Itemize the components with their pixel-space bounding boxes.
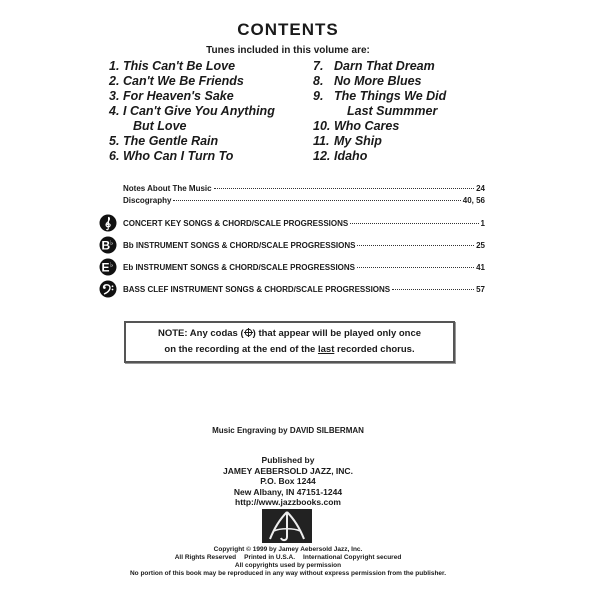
tune-item: 5. The Gentle Rain <box>109 134 219 148</box>
tune-item: 9. The Things We Did <box>313 89 447 103</box>
toc-notes: Notes About The Music 24 <box>123 184 485 193</box>
tune-item: 3. For Heaven's Sake <box>109 89 234 103</box>
tune-item: 4. I Can't Give You Anything <box>109 104 275 118</box>
publisher-line: Published by <box>261 455 315 465</box>
tune-item-continuation: Last Summmer <box>347 104 438 118</box>
publisher-block <box>0 455 576 508</box>
publisher-name: JAMEY AEBERSOLD JAZZ, INC. <box>223 465 353 476</box>
treble-clef-icon <box>99 214 117 232</box>
copyright-permission: All copyrights used by permission <box>234 562 342 569</box>
publisher-url[interactable]: http://www.jazzbooks.com <box>235 497 341 507</box>
publisher-city: New Albany, IN 47151-1244 <box>233 486 343 497</box>
bass-clef-icon <box>99 280 117 298</box>
note-box <box>124 321 455 363</box>
svg-text:E: E <box>101 260 110 275</box>
page-subtitle: Tunes included in this volume are: <box>206 45 370 56</box>
toc-discography: Discography 40, 56 <box>123 196 485 205</box>
tune-item-continuation: But Love <box>133 119 187 133</box>
tune-item: 7. Darn That Dream <box>313 59 435 73</box>
note-line-2: on the recording at the end of the last recorded chorus. <box>164 344 415 355</box>
svg-text:B: B <box>101 238 111 253</box>
toc-b-flat: Bb INSTRUMENT SONGS & CHORD/SCALE PROGRESSIONS 25 <box>123 241 485 250</box>
tune-item: 8. No More Blues <box>313 74 422 88</box>
tune-item: 10. Who Cares <box>313 119 400 133</box>
tune-item: 1. This Can't Be Love <box>109 59 236 73</box>
copyright-notice: No portion of this book may be reproduced in any way without express permission from the publisher. <box>129 570 447 577</box>
page-title: CONTENTS <box>237 20 339 39</box>
toc-e-flat: Eb INSTRUMENT SONGS & CHORD/SCALE PROGRESSIONS 41 <box>123 263 485 272</box>
tune-item: 6. Who Can I Turn To <box>109 149 234 163</box>
e-flat-icon <box>99 258 117 276</box>
tune-list-left <box>109 59 309 164</box>
svg-text:♭: ♭ <box>110 261 114 269</box>
b-flat-icon <box>99 236 117 254</box>
publisher-logo-icon <box>262 509 312 543</box>
publisher-address: P.O. Box 1244 <box>260 476 316 486</box>
tune-item: 11. My Ship <box>313 134 382 148</box>
copyright-block <box>0 546 576 578</box>
coda-icon <box>244 328 253 337</box>
tune-list-right <box>313 59 513 164</box>
svg-text:♭: ♭ <box>110 239 114 247</box>
toc-concert-key: CONCERT KEY SONGS & CHORD/SCALE PROGRESSIONS 1 <box>123 219 485 228</box>
copyright-line: Copyright © 1999 by Jamey Aebersold Jazz, Inc. <box>213 546 363 553</box>
tune-item: 2. Can't We Be Friends <box>109 74 244 88</box>
copyright-rights-row: All Rights Reserved Printed in U.S.A. International Copyright secured <box>174 554 402 561</box>
note-line-1: NOTE: Any codas ( ) that appear will be played only once <box>157 328 422 339</box>
toc-bass-clef: BASS CLEF INSTRUMENT SONGS & CHORD/SCALE PROGRESSIONS 57 <box>123 285 485 294</box>
engraving-credit: Music Engraving by DAVID SILBERMAN <box>212 426 364 435</box>
tune-item: 12. Idaho <box>313 149 368 163</box>
